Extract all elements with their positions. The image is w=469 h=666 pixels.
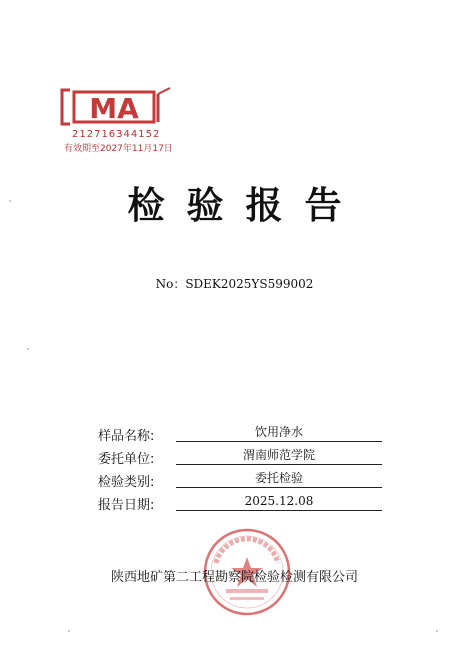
field-row-report-date: [98, 494, 388, 517]
scan-speck: [68, 630, 70, 632]
field-label: 检验类别:: [98, 475, 155, 490]
scan-speck: [27, 348, 29, 350]
cma-number: 212716344152: [72, 129, 161, 140]
cma-logo-text: MA: [89, 92, 139, 125]
field-row-client: [98, 448, 388, 471]
field-label: 委托单位:: [98, 452, 155, 467]
scan-speck: [436, 630, 438, 632]
page-title: 检验报告: [127, 183, 364, 227]
field-value: 饮用净水: [176, 425, 382, 442]
field-label: 样品名称:: [98, 429, 155, 444]
cma-validity: 有效期至2027年11月17日: [64, 144, 173, 154]
field-row-sample-name: [98, 425, 388, 448]
field-value: 2025.12.08: [176, 494, 382, 511]
field-value: 委托检验: [176, 471, 382, 488]
scan-speck: [9, 200, 11, 202]
info-fields: [98, 425, 388, 517]
company-name: 陕西地矿第二工程勘察院检验检测有限公司: [110, 570, 358, 585]
cma-logo-icon: [58, 84, 176, 132]
report-number: No：SDEK2025YS599002: [155, 277, 314, 291]
field-value: 渭南师范学院: [176, 448, 382, 465]
cma-stamp: [58, 84, 176, 156]
field-row-test-type: [98, 471, 388, 494]
field-label: 报告日期:: [98, 498, 155, 513]
